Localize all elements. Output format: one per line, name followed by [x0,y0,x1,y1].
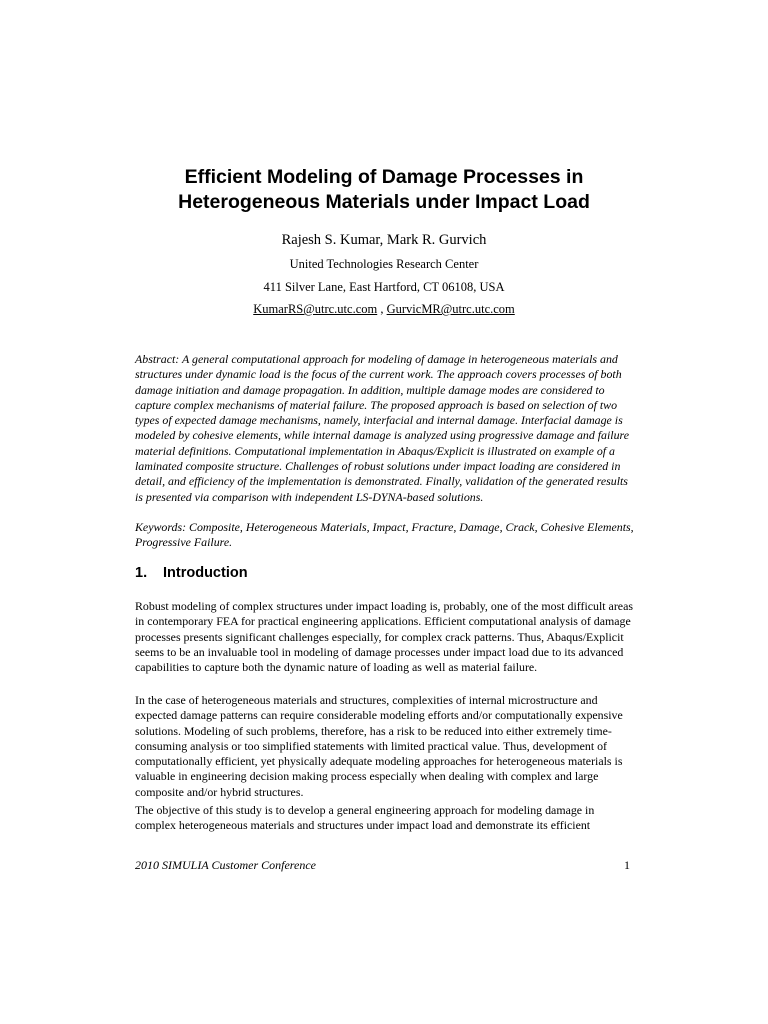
email-separator: , [377,302,387,316]
email-link-kumar[interactable]: KumarRS@utrc.utc.com [253,302,378,316]
title-line-2: Heterogeneous Materials under Impact Load [178,191,590,213]
paragraph-3: The objective of this study is to develop a general engineering approach for modeling damage in complex heterogeneous materials and structures under impact load and demonstrate its efficient [135,803,595,833]
section-heading-introduction [135,565,248,581]
title-line-1: Efficient Modeling of Damage Processes in [184,166,584,188]
authors: Rajesh S. Kumar, Mark R. Gurvich [281,232,487,248]
paper-title [0,165,768,215]
abstract: Abstract: A general computational approach for modeling of damage in heterogeneous materials and structures under dynamic load is the focus of the current work. The approach covers processes of both damage initiation and damage propagation. In addition, multiple damage modes are considered to capture complex mechanisms of material failure. The proposed approach is based on selection of two types of expected damage mechanisms, namely, interfacial and internal damage. Interfacial damage is modeled by cohesive elements, while internal damage is analyzed using progressive damage and failure material definitions. Computational implementation in Abaqus/Explicit is illustrated on example of a laminated composite structure. Challenges of robust solutions under impact loading are considered in detail, and efficiency of the implementation is demonstrated. Finally, validation of the generated results is presented via comparison with independent LS-DYNA-based solutions. [135,352,630,504]
email-link-gurvich[interactable]: GurvicMR@utrc.utc.com [386,302,515,316]
paragraph-1: Robust modeling of complex structures under impact loading is, probably, one of the most difficult areas in contemporary FEA for practical engineering applications. Efficient computational analysis of damage processes presents significant challenges especially, for complex crack patterns. Thus, Abaqus/Explicit seems to be an invaluable tool in modeling of damage processes under impact load due to its advanced capabilities to capture both the dynamic nature of loading as well as material failure. [135,599,633,675]
section-title: Introduction [163,565,248,581]
organization: United Technologies Research Center [289,257,479,271]
page-number: 1 [624,858,630,872]
email-line [0,302,768,317]
footer-conference: 2010 SIMULIA Customer Conference [135,858,316,872]
paragraph-2: In the case of heterogeneous materials and structures, complexities of internal microstructure and expected damage patterns can require considerable modeling efforts and/or computationally expensive solutions. Modeling of such problems, therefore, has a risk to be reduced into either extremely time-consuming analysis or too simplified statements with limited practical value. Thus, development of computationally efficient, yet physically adequate modeling approaches for heterogeneous materials is valuable in engineering decision making process especially when dealing with complex and large composite and/or hybrid structures. [135,693,623,799]
section-number: 1. [135,565,148,581]
keywords: Keywords: Composite, Heterogeneous Materials, Impact, Fracture, Damage, Crack, Cohesive Elements, Progressive Failure. [135,520,634,550]
address: 411 Silver Lane, East Hartford, CT 06108, USA [263,280,505,294]
